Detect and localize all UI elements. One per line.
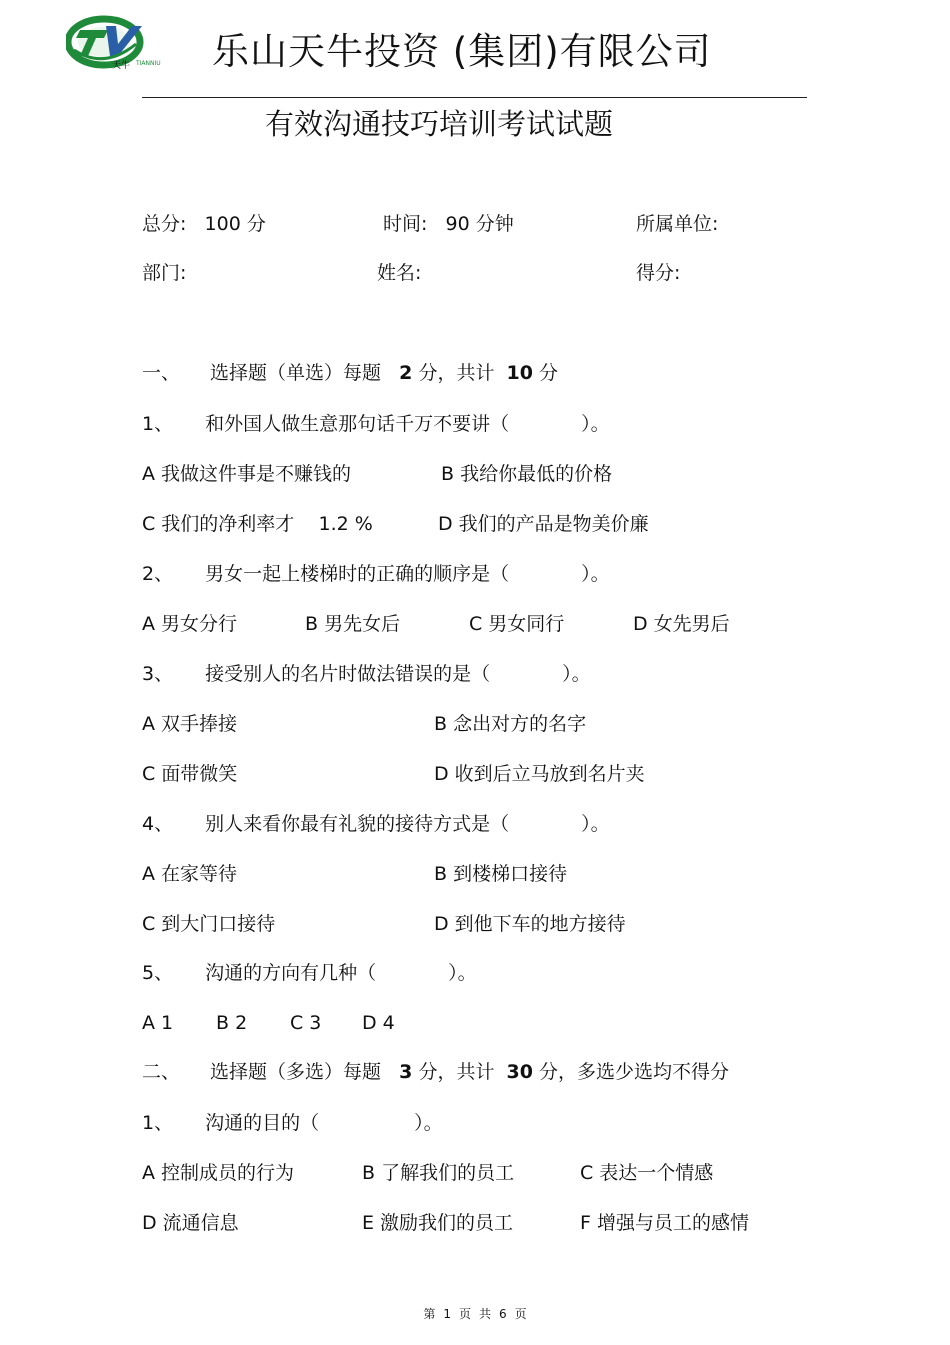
option-c: C 面带微笑	[142, 763, 238, 785]
question-1	[142, 410, 610, 438]
option-d: D 到他下车的地方接待	[434, 913, 626, 935]
option-d: D 女先男后	[633, 613, 730, 635]
points-total: 10	[506, 362, 533, 384]
page-title: 有效沟通技巧培训考试试题	[265, 107, 614, 141]
logo-subtext: TIANNIU	[136, 60, 161, 67]
points-each: 3	[399, 1061, 413, 1083]
question-5	[142, 959, 477, 987]
points-each: 2	[399, 362, 413, 384]
total-score	[142, 210, 266, 238]
total-label: 总分:	[142, 213, 187, 235]
footer-word-1: 第	[423, 1307, 436, 1321]
option-c	[142, 510, 373, 538]
footer-word-2: 页	[458, 1307, 471, 1321]
exam-time	[383, 210, 514, 238]
question-number: 1、	[142, 413, 174, 435]
option-a: A 双手捧接	[142, 713, 238, 735]
page-footer	[0, 1305, 950, 1323]
question-text: 和外国人做生意那句话千万不要讲（	[205, 413, 510, 435]
section-text-c: 分，多选少选均不得分	[539, 1061, 730, 1083]
time-value: 90 分钟	[445, 213, 514, 235]
option-c: C 3	[290, 1012, 322, 1034]
option-c-value: 1.2 %	[318, 513, 373, 535]
section-text-b: 分，共计	[418, 362, 495, 384]
question-text: 别人来看你最有礼貌的接待方式是（	[205, 813, 510, 835]
option-a: A 控制成员的行为	[142, 1162, 295, 1184]
question-close: ）。	[581, 413, 610, 435]
footer-word-3: 共	[479, 1307, 492, 1321]
header-divider	[142, 97, 807, 98]
time-label: 时间:	[383, 213, 428, 235]
option-b: B 念出对方的名字	[434, 713, 587, 735]
option-d: D 收到后立马放到名片夹	[434, 763, 645, 785]
section-heading-multiple-choice	[142, 1058, 729, 1086]
company-name: 乐山天牛投资 (集团)有限公司	[212, 30, 712, 73]
question-3	[142, 660, 591, 688]
option-d: D 4	[362, 1012, 395, 1034]
score-label: 得分:	[636, 262, 681, 284]
question-close: ）。	[562, 663, 591, 685]
footer-word-4: 页	[514, 1307, 527, 1321]
option-f: F 增强与员工的感情	[580, 1212, 749, 1234]
question-4	[142, 810, 610, 838]
question-text: 接受别人的名片时做法错误的是（	[205, 663, 491, 685]
option-b: B 了解我们的员工	[362, 1162, 515, 1184]
dept-label: 部门:	[142, 262, 187, 284]
option-a: A 我做这件事是不赚钱的	[142, 463, 352, 485]
logo-text: 天牛	[112, 61, 131, 71]
section-text-b: 分，共计	[418, 1061, 495, 1083]
question-number: 3、	[142, 663, 174, 685]
option-b: B 我给你最低的价格	[441, 463, 613, 485]
question-text: 沟通的方向有几种（	[205, 962, 377, 984]
question-number: 4、	[142, 813, 174, 835]
option-a: A 男女分行	[142, 613, 238, 635]
name-label: 姓名:	[377, 262, 422, 284]
option-d: D 流通信息	[142, 1212, 239, 1234]
question-close: ）。	[581, 563, 610, 585]
question-close: ）。	[448, 962, 477, 984]
question-close: ）。	[414, 1112, 443, 1134]
section-heading-single-choice	[142, 359, 558, 387]
option-b: B 男先女后	[305, 613, 401, 635]
option-a: A 1	[142, 1012, 174, 1034]
option-b: B 到楼梯口接待	[434, 863, 568, 885]
multi-question-1	[142, 1109, 443, 1137]
option-b: B 2	[216, 1012, 248, 1034]
total-value: 100 分	[204, 213, 266, 235]
section-text: 选择题（单选）每题	[210, 362, 382, 384]
question-number: 5、	[142, 962, 174, 984]
page-number: 1	[443, 1307, 451, 1321]
question-2	[142, 560, 610, 588]
question-text: 沟通的目的（	[205, 1112, 320, 1134]
option-c-text: C 我们的净利率才	[142, 513, 295, 535]
option-d: D 我们的产品是物美价廉	[438, 513, 649, 535]
unit-label: 所属单位:	[636, 213, 719, 235]
points-total: 30	[506, 1061, 533, 1083]
section-text: 选择题（多选）每题	[210, 1061, 382, 1083]
question-number: 2、	[142, 563, 174, 585]
section-number: 二、	[142, 1061, 181, 1083]
option-c: C 表达一个情感	[580, 1162, 714, 1184]
company-logo	[66, 14, 166, 76]
option-a: A 在家等待	[142, 863, 238, 885]
question-text: 男女一起上楼梯时的正确的顺序是（	[205, 563, 510, 585]
question-number: 1、	[142, 1112, 174, 1134]
question-close: ）。	[581, 813, 610, 835]
section-number: 一、	[142, 362, 181, 384]
option-e: E 激励我们的员工	[362, 1212, 514, 1234]
page-total: 6	[499, 1307, 507, 1321]
option-c: C 到大门口接待	[142, 913, 276, 935]
option-c: C 男女同行	[469, 613, 565, 635]
section-text-c: 分	[539, 362, 559, 384]
